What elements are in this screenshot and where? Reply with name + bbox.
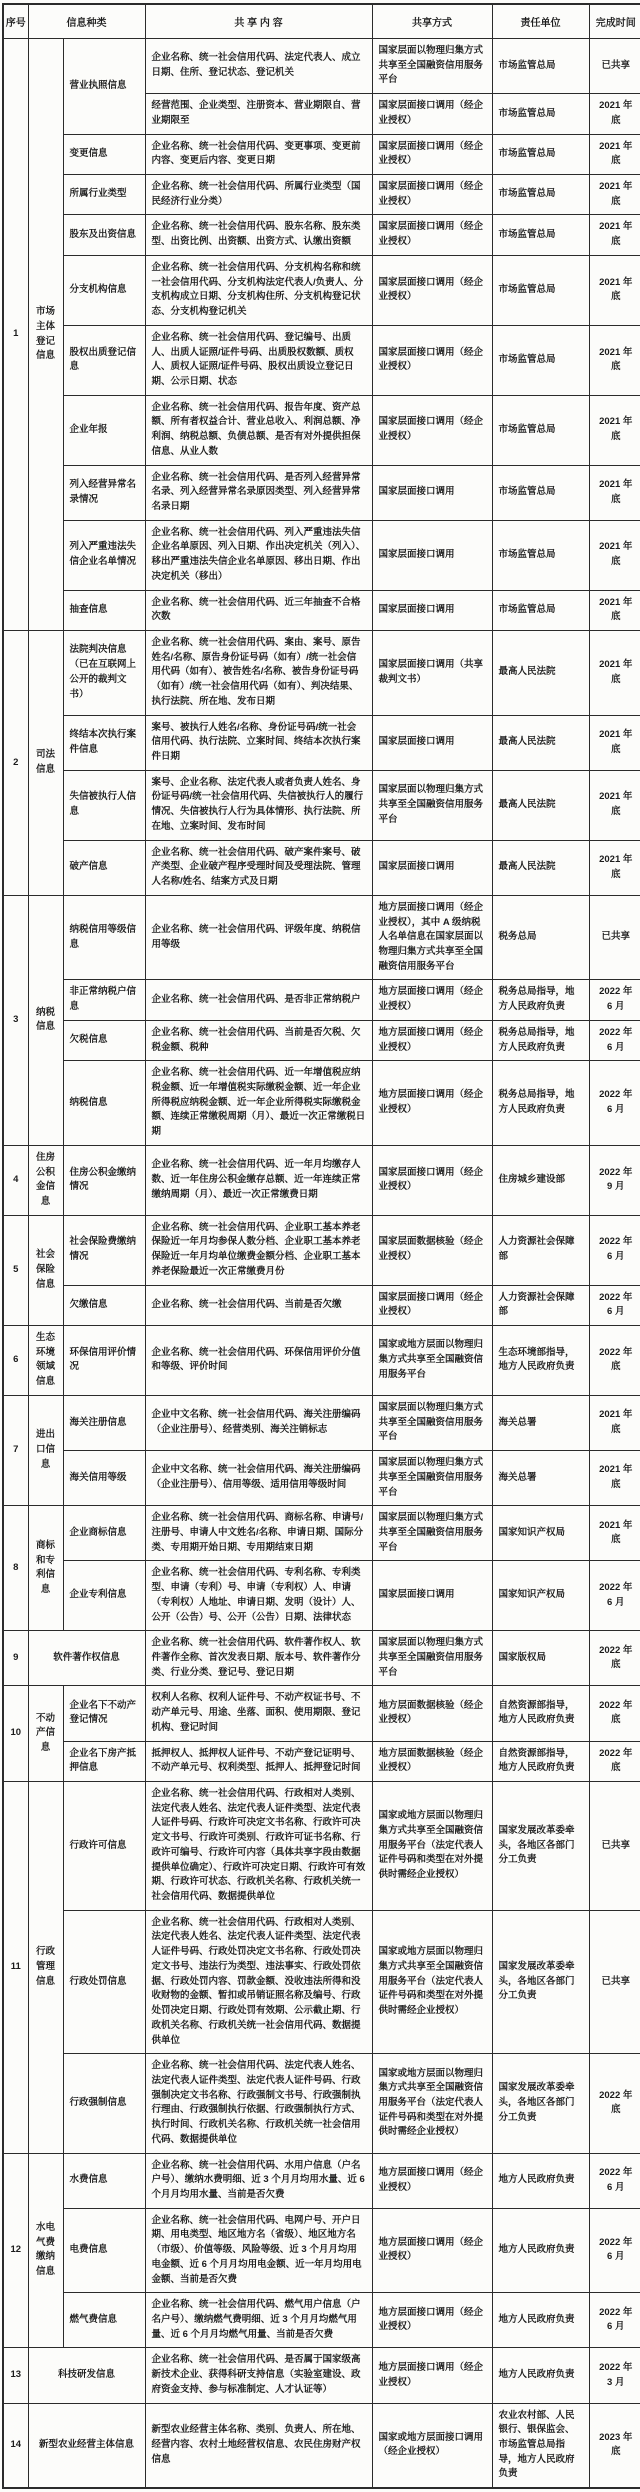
cell-shared-content: 企业名称、统一社会信用代码、法定代表人姓名、法定代表人证件类型、法定代表人证件号码、行政强制决定文书名称、行政强制文书号、行政强制执行理由、行政强制执行依据、行政强制执行方式、执行时间、行政机关名称、行政机关统一社会信用代码、数据提供单位 <box>145 2054 372 2153</box>
cell-responsible-unit: 市场监管总局 <box>492 134 589 174</box>
info-type: 水费信息 <box>63 2153 145 2208</box>
info-type: 纳税信用等级信息 <box>63 895 145 980</box>
info-type: 社会保险费缴纳情况 <box>63 1215 145 1285</box>
table-row <box>3 2153 640 2208</box>
cell-shared-content: 企业名称、统一社会信用代码、燃气用户信息（户名户号）、缴纳燃气费明细、近 3 个月月均燃气用量、近 6 个月月均燃气用量、当前是否欠费 <box>145 2293 372 2348</box>
header-row <box>3 4 640 39</box>
section-number: 12 <box>3 2153 28 2348</box>
cell-shared-content: 抵押权人、抵押权人证件号、不动产登记证明号、不动产单元号、权利类型、抵押人、抵押登记时间 <box>145 1741 372 1781</box>
cell-responsible-unit: 国家发展改革委牵头，各地区各部门分工负责 <box>492 1782 589 1911</box>
cell-share-method: 国家层面接口调用（经企业授权） <box>372 325 492 395</box>
cell-share-method: 国家层面接口调用（共享裁判文书） <box>372 631 492 716</box>
section-group-label: 科技研发信息 <box>28 2348 145 2403</box>
section-group-label: 行政管理信息 <box>28 1782 63 2154</box>
section-group-label: 不动产信息 <box>28 1686 63 1782</box>
cell-share-method: 国家层面以物理归集方式共享至全国融资信用服务平台 <box>372 1451 492 1506</box>
cell-shared-content: 企业名称、统一社会信用代码、近一年月均缴存人数、近一年住房公积金缴存总额、近一年连续正常缴纳周期（月）、最近一次正常缴费日期 <box>145 1145 372 1215</box>
cell-responsible-unit: 市场监管总局 <box>492 590 589 630</box>
cell-share-method: 国家或地方层面以物理归集方式共享至全国融资信用服务平台（法定代表人证件号码和类型在对外提供时需经企业授权） <box>372 1782 492 1911</box>
cell-completion-time: 2022 年 6 月 <box>589 1285 640 1325</box>
cell-completion-time: 已共享 <box>589 1782 640 1911</box>
info-type: 海关注册信息 <box>63 1395 145 1450</box>
cell-shared-content: 企业名称、统一社会信用代码、破产案件案号、破产类型、企业破产程序受理时间及受理法院、管理人名称/姓名、结案方式及日期 <box>145 840 372 895</box>
cell-responsible-unit: 人力资源社会保障部 <box>492 1215 589 1285</box>
table-row <box>3 1020 640 1060</box>
table-row <box>3 255 640 325</box>
section-number: 11 <box>3 1782 28 2154</box>
info-type: 分支机构信息 <box>63 255 145 325</box>
table-row <box>3 1145 640 1215</box>
section-number: 3 <box>3 895 28 1145</box>
cell-completion-time: 2022 年 6 月 <box>589 1215 640 1285</box>
column-header-content: 共 享 内 容 <box>145 4 372 39</box>
cell-share-method: 国家层面接口调用 <box>372 1561 492 1631</box>
cell-share-method: 国家层面接口调用（经企业授权） <box>372 94 492 134</box>
section-group-label: 生态环境领域信息 <box>28 1326 63 1396</box>
cell-responsible-unit: 农业农村部、人民银行、银保监会、市场监管总局指导，地方人民政府负责 <box>492 2403 589 2488</box>
section-number: 14 <box>3 2403 28 2488</box>
table-row <box>3 325 640 395</box>
section-group-label: 司法信息 <box>28 631 63 896</box>
table-row <box>3 631 640 716</box>
column-header-no: 序号 <box>3 4 28 39</box>
cell-responsible-unit: 人力资源社会保障部 <box>492 1285 589 1325</box>
cell-shared-content: 案号、被执行人姓名/名称、身份证号码/统一社会信用代码、执行法院、立案时间、终结本次执行案件日期 <box>145 715 372 770</box>
table-row <box>3 395 640 465</box>
table-row <box>3 1061 640 1146</box>
cell-completion-time: 2021 年底 <box>589 770 640 840</box>
cell-responsible-unit: 市场监管总局 <box>492 325 589 395</box>
cell-shared-content: 企业名称、统一社会信用代码、是否属于国家级高新技术企业、获得科研支持信息（实验室建设、政府资金支持、参与标准制定、人才认证等） <box>145 2348 372 2403</box>
section-number: 9 <box>3 1631 28 1686</box>
section-group-label: 水电气费缴纳信息 <box>28 2153 63 2348</box>
cell-share-method: 地方层面接口调用（经企业授权） <box>372 2348 492 2403</box>
cell-completion-time: 2022 年 6 月 <box>589 1561 640 1631</box>
table-row <box>3 2348 640 2403</box>
cell-shared-content: 企业名称、统一社会信用代码、分支机构名称和统一社会信用代码、分支机构法定代表人/负责人、分支机构成立日期、分支机构住所、分支机构登记状态、分支机构登记机关 <box>145 255 372 325</box>
info-type: 列入严重违法失信企业名单情况 <box>63 520 145 590</box>
cell-completion-time: 2021 年底 <box>589 1451 640 1506</box>
table-row <box>3 134 640 174</box>
info-type: 欠缴信息 <box>63 1285 145 1325</box>
table-row <box>3 465 640 520</box>
cell-completion-time: 2021 年底 <box>589 715 640 770</box>
cell-completion-time: 2022 年 9 月 <box>589 1145 640 1215</box>
cell-completion-time: 2021 年底 <box>589 255 640 325</box>
cell-shared-content: 企业名称、统一社会信用代码、当前是否欠缴 <box>145 1285 372 1325</box>
cell-shared-content: 企业名称、统一社会信用代码、行政相对人类别、法定代表人姓名、法定代表人证件类型、法定代表人证件号码、行政处罚决定文书名称、行政处罚决定文书号、违法行为类型、违法事实、行政处罚依据、行政处罚内容、罚款金额、没收违法所得和没收财物的金额、暂扣或吊销证照名称及编号、行政处罚决定日期、行政处罚有效期、公示截止期、行政机关名称、行政机关统一社会信用代码、数据提供单位 <box>145 1910 372 2053</box>
cell-responsible-unit: 自然资源部指导，地方人民政府负责 <box>492 1741 589 1781</box>
info-type: 环保信用评价情况 <box>63 1326 145 1396</box>
cell-shared-content: 企业名称、统一社会信用代码、软件著作权人、软件著作全称、首次发表日期、版本号、软件著作分类、行业分类、登记号、登记日期 <box>145 1631 372 1686</box>
cell-share-method: 国家层面接口调用（经企业授权） <box>372 1145 492 1215</box>
cell-share-method: 地方层面接口调用（经企业授权），其中 A 级纳税人名单信息在国家层面以物理归集方式共享至全国融资信用服务平台 <box>372 895 492 980</box>
cell-share-method: 国家层面接口调用 <box>372 520 492 590</box>
table-row <box>3 1561 640 1631</box>
table-row <box>3 1215 640 1285</box>
table-row <box>3 2403 640 2488</box>
info-type: 燃气费信息 <box>63 2293 145 2348</box>
cell-shared-content: 企业中文名称、统一社会信用代码、海关注册编码（企业注册号）、信用等级、适用信用等级时间 <box>145 1451 372 1506</box>
cell-shared-content: 企业名称、统一社会信用代码、近一年增值税应纳税金额、近一年增值税实际缴税金额、近一年企业所得税应纳税金额、近一年企业所得税实际缴税金额、连续正常缴税周期（月）、最近一次正常缴税日期 <box>145 1061 372 1146</box>
cell-shared-content: 企业名称、统一社会信用代码、当前是否欠税、欠税金额、税种 <box>145 1020 372 1060</box>
cell-completion-time: 2022 年 6 月 <box>589 2208 640 2293</box>
cell-shared-content: 企业名称、统一社会信用代码、报告年度、资产总额、所有者权益合计、营业总收入、利润总额、净利润、纳税总额、负债总额、是否有对外提供担保信息、从业人数 <box>145 395 372 465</box>
cell-share-method: 国家层面以物理归集方式共享至全国融资信用服务平台 <box>372 1631 492 1686</box>
cell-completion-time: 2022 年 6 月 <box>589 980 640 1020</box>
table-row <box>3 1451 640 1506</box>
info-sharing-table <box>2 3 640 2489</box>
cell-shared-content: 企业名称、统一社会信用代码、是否非正常纳税户 <box>145 980 372 1020</box>
cell-share-method: 地方层面数据核验（经企业授权） <box>372 1686 492 1741</box>
cell-responsible-unit: 生态环境部指导，地方人民政府负责 <box>492 1326 589 1396</box>
cell-shared-content: 权利人名称、权利人证件号、不动产权证书号、不动产单元号、用途、坐落、面积、使用期限、登记机构、登记时间 <box>145 1686 372 1741</box>
cell-completion-time: 2022 年 6 月 <box>589 1061 640 1146</box>
cell-shared-content: 企业名称、统一社会信用代码、是否列入经营异常名录、列入经营异常名录原因类型、列入经营异常名录日期 <box>145 465 372 520</box>
info-type: 破产信息 <box>63 840 145 895</box>
cell-responsible-unit: 海关总署 <box>492 1451 589 1506</box>
cell-responsible-unit: 国家知识产权局 <box>492 1506 589 1561</box>
cell-responsible-unit: 市场监管总局 <box>492 255 589 325</box>
cell-responsible-unit: 地方人民政府负责 <box>492 2348 589 2403</box>
cell-responsible-unit: 税务总局指导，地方人民政府负责 <box>492 1061 589 1146</box>
cell-completion-time: 2021 年底 <box>589 94 640 134</box>
cell-responsible-unit: 最高人民法院 <box>492 715 589 770</box>
cell-share-method: 国家层面接口调用（经企业授权） <box>372 1285 492 1325</box>
cell-responsible-unit: 地方人民政府负责 <box>492 2153 589 2208</box>
table-row <box>3 1910 640 2053</box>
cell-share-method: 国家或地方层面以物理归集方式共享至全国融资信用服务平台 <box>372 1326 492 1396</box>
info-type: 股东及出资信息 <box>63 215 145 255</box>
table-row <box>3 1782 640 1911</box>
cell-shared-content: 企业名称、统一社会信用代码、近三年抽查不合格次数 <box>145 590 372 630</box>
section-number: 7 <box>3 1395 28 1505</box>
column-header-time: 完成时间 <box>589 4 640 39</box>
cell-responsible-unit: 国家发展改革委牵头，各地区各部门分工负责 <box>492 1910 589 2053</box>
section-group-label: 纳税信息 <box>28 895 63 1145</box>
cell-shared-content: 企业名称、统一社会信用代码、行政相对人类别、法定代表人姓名、法定代表人证件类型、法定代表人证件号码、行政许可决定文书名称、行政许可决定文书号、行政许可类别、行政许可证书名称、行政许可编号、行政许可内容（具体共享字段由数据提供单位确定）、行政许可决定日期、行政许可有效期、行政许可状态、行政机关名称、行政机关统一社会信用代码、数据提供单位 <box>145 1782 372 1911</box>
info-type: 营业执照信息 <box>63 39 145 135</box>
cell-share-method: 国家层面接口调用 <box>372 465 492 520</box>
info-type: 电费信息 <box>63 2208 145 2293</box>
table-row <box>3 590 640 630</box>
column-header-method: 共享方式 <box>372 4 492 39</box>
info-type: 企业名下不动产登记情况 <box>63 1686 145 1741</box>
cell-completion-time: 2021 年底 <box>589 215 640 255</box>
cell-shared-content: 企业名称、统一社会信用代码、案由、案号、原告姓名/名称、原告身份证号码（如有）/统一社会信用代码（如有）、被告姓名/名称、被告身份证号码（如有）/统一社会信用代码（如有）、判决结果、执行法院、所在地、发布日期 <box>145 631 372 716</box>
table-row <box>3 840 640 895</box>
cell-shared-content: 企业名称、统一社会信用代码、企业职工基本养老保险近一年月均参保人数分档、企业职工基本养老保险近一年月均单位缴费金额分档、企业职工基本养老保险最近一次正常缴费月份 <box>145 1215 372 1285</box>
cell-share-method: 地方层面接口调用（经企业授权） <box>372 1061 492 1146</box>
cell-shared-content: 企业名称、统一社会信用代码、水用户信息（户名户号）、缴纳水费明细、近 3 个月月均用水量、近 6 个月月均用水量、当前是否欠费 <box>145 2153 372 2208</box>
section-group-label: 商标和专利信息 <box>28 1506 63 1631</box>
cell-completion-time: 2021 年底 <box>589 1506 640 1561</box>
cell-responsible-unit: 税务总局 <box>492 895 589 980</box>
info-type: 欠税信息 <box>63 1020 145 1060</box>
table-row <box>3 980 640 1020</box>
cell-completion-time: 2022 年底 <box>589 1686 640 1741</box>
cell-responsible-unit: 海关总署 <box>492 1395 589 1450</box>
cell-share-method: 国家层面接口调用（经企业授权） <box>372 215 492 255</box>
info-type: 行政许可信息 <box>63 1782 145 1911</box>
cell-share-method: 国家层面接口调用 <box>372 840 492 895</box>
cell-responsible-unit: 自然资源部指导，地方人民政府负责 <box>492 1686 589 1741</box>
cell-share-method: 国家层面接口调用（经企业授权） <box>372 175 492 215</box>
table-body <box>3 39 640 2489</box>
cell-share-method: 国家层面接口调用（经企业授权） <box>372 134 492 174</box>
cell-responsible-unit: 市场监管总局 <box>492 39 589 94</box>
cell-responsible-unit: 税务总局指导，地方人民政府负责 <box>492 980 589 1020</box>
cell-responsible-unit: 市场监管总局 <box>492 465 589 520</box>
table-row <box>3 1326 640 1396</box>
cell-shared-content: 企业名称、统一社会信用代码、商标名称、申请号/注册号、申请人中文姓名/名称、申请日期、国际分类、专用期开始日期、专用期结束日期 <box>145 1506 372 1561</box>
cell-share-method: 地方层面接口调用（经企业授权） <box>372 2153 492 2208</box>
info-type: 企业年报 <box>63 395 145 465</box>
table-row <box>3 1395 640 1450</box>
table-row <box>3 1741 640 1781</box>
cell-share-method: 国家层面数据核验（经企业授权） <box>372 1215 492 1285</box>
cell-shared-content: 企业名称、统一社会信用代码、电网户号、开户日期、用电类型、地区地方名（省级）、地区地方名（市级）、价值等级、风险等级、近 3 个月月均用电金额、近 6 个月月均用电金额、近一年月均用电金额、当前是否欠费 <box>145 2208 372 2293</box>
cell-shared-content: 企业中文名称、统一社会信用代码、海关注册编码（企业注册号）、经营类别、海关注销标志 <box>145 1395 372 1450</box>
table-row <box>3 175 640 215</box>
cell-completion-time: 已共享 <box>589 1910 640 2053</box>
cell-completion-time: 2023 年底 <box>589 2403 640 2488</box>
table-row <box>3 1285 640 1325</box>
cell-share-method: 国家层面接口调用 <box>372 590 492 630</box>
cell-responsible-unit: 国家发展改革委牵头，各地区各部门分工负责 <box>492 2054 589 2153</box>
cell-responsible-unit: 地方人民政府负责 <box>492 2293 589 2348</box>
cell-responsible-unit: 市场监管总局 <box>492 94 589 134</box>
column-header-category: 信息种类 <box>28 4 145 39</box>
info-type: 企业名下房产抵押信息 <box>63 1741 145 1781</box>
cell-completion-time: 2022 年 6 月 <box>589 1020 640 1060</box>
cell-completion-time: 2021 年底 <box>589 395 640 465</box>
cell-share-method: 国家层面以物理归集方式共享至全国融资信用服务平台 <box>372 770 492 840</box>
info-type: 失信被执行人信息 <box>63 770 145 840</box>
cell-responsible-unit: 市场监管总局 <box>492 520 589 590</box>
table-row <box>3 1506 640 1561</box>
cell-shared-content: 企业名称、统一社会信用代码、变更事项、变更前内容、变更后内容、变更日期 <box>145 134 372 174</box>
cell-responsible-unit: 市场监管总局 <box>492 215 589 255</box>
section-group-label: 社会保险信息 <box>28 1215 63 1325</box>
cell-responsible-unit: 市场监管总局 <box>492 175 589 215</box>
table-row <box>3 770 640 840</box>
cell-completion-time: 2021 年底 <box>589 1395 640 1450</box>
cell-completion-time: 已共享 <box>589 39 640 94</box>
cell-completion-time: 2022 年底 <box>589 2054 640 2153</box>
cell-completion-time: 2021 年底 <box>589 520 640 590</box>
section-number: 10 <box>3 1686 28 1782</box>
cell-completion-time: 2021 年底 <box>589 840 640 895</box>
cell-shared-content: 企业名称、统一社会信用代码、列入严重违法失信企业名单原因、列入日期、作出决定机关（列入）、移出严重违法失信企业名单原因、移出日期、作出决定机关（移出） <box>145 520 372 590</box>
cell-share-method: 地方层面接口调用（经企业授权） <box>372 2208 492 2293</box>
cell-share-method: 国家层面接口调用 <box>372 715 492 770</box>
info-type: 住房公积金缴纳情况 <box>63 1145 145 1215</box>
cell-completion-time: 已共享 <box>589 895 640 980</box>
cell-share-method: 地方层面接口调用（经企业授权） <box>372 1020 492 1060</box>
cell-share-method: 地方层面数据核验（经企业授权） <box>372 1741 492 1781</box>
cell-responsible-unit: 住房城乡建设部 <box>492 1145 589 1215</box>
info-type: 列入经营异常名录情况 <box>63 465 145 520</box>
info-type: 行政处罚信息 <box>63 1910 145 2053</box>
cell-completion-time: 2022 年 3 月 <box>589 2348 640 2403</box>
cell-share-method: 国家或地方层面以物理归集方式共享至全国融资信用服务平台（法定代表人证件号码和类型在对外提供时需经企业授权） <box>372 2054 492 2153</box>
info-type: 法院判决信息（已在互联网上公开的裁判文书） <box>63 631 145 716</box>
table-row <box>3 1631 640 1686</box>
section-group-label: 市场主体登记信息 <box>28 39 63 631</box>
cell-completion-time: 2022 年 6 月 <box>589 2153 640 2208</box>
info-type: 企业商标信息 <box>63 1506 145 1561</box>
cell-share-method: 国家或地方层面接口调用（经企业授权） <box>372 2403 492 2488</box>
info-type: 行政强制信息 <box>63 2054 145 2153</box>
info-type: 抽查信息 <box>63 590 145 630</box>
table-row <box>3 715 640 770</box>
table-row <box>3 895 640 980</box>
cell-completion-time: 2021 年底 <box>589 134 640 174</box>
cell-shared-content: 企业名称、统一社会信用代码、所属行业类型（国民经济行业分类） <box>145 175 372 215</box>
info-type: 企业专利信息 <box>63 1561 145 1631</box>
info-type: 海关信用等级 <box>63 1451 145 1506</box>
cell-completion-time: 2022 年 6 月 <box>589 2293 640 2348</box>
section-number: 2 <box>3 631 28 896</box>
info-type: 变更信息 <box>63 134 145 174</box>
table-row <box>3 39 640 94</box>
section-number: 13 <box>3 2348 28 2403</box>
info-type: 非正常纳税户信息 <box>63 980 145 1020</box>
table-row <box>3 2208 640 2293</box>
cell-shared-content: 经营范围、企业类型、注册资本、营业期限自、营业期限至 <box>145 94 372 134</box>
table-row <box>3 520 640 590</box>
table-row <box>3 2054 640 2153</box>
cell-completion-time: 2021 年底 <box>589 325 640 395</box>
section-number: 6 <box>3 1326 28 1396</box>
cell-completion-time: 2022 年底 <box>589 1741 640 1781</box>
cell-completion-time: 2022 年底 <box>589 1631 640 1686</box>
info-type: 股权出质登记信息 <box>63 325 145 395</box>
section-number: 5 <box>3 1215 28 1325</box>
cell-shared-content: 案号、企业名称、法定代表人或者负责人姓名、身份证号码/统一社会信用代码、失信被执行人的履行情况、失信被执行人行为具体情形、执行法院、所在地、立案时间、发布时间 <box>145 770 372 840</box>
cell-responsible-unit: 最高人民法院 <box>492 840 589 895</box>
cell-share-method: 地方层面接口调用（经企业授权） <box>372 980 492 1020</box>
cell-responsible-unit: 最高人民法院 <box>492 631 589 716</box>
table-row <box>3 2293 640 2348</box>
section-group-label: 软件著作权信息 <box>28 1631 145 1686</box>
cell-shared-content: 企业名称、统一社会信用代码、评级年度、纳税信用等级 <box>145 895 372 980</box>
section-group-label: 住房公积金信息 <box>28 1145 63 1215</box>
section-group-label: 新型农业经营主体信息 <box>28 2403 145 2488</box>
cell-shared-content: 企业名称、统一社会信用代码、登记编号、出质人、出质人证照/证件号码、出质股权数额、质权人、质权人证照/证件号码、股权出质设立登记日期、公示日期、状态 <box>145 325 372 395</box>
info-type: 终结本次执行案件信息 <box>63 715 145 770</box>
cell-share-method: 地方层面接口调用（经企业授权） <box>372 2293 492 2348</box>
cell-responsible-unit: 市场监管总局 <box>492 395 589 465</box>
cell-responsible-unit: 税务总局指导，地方人民政府负责 <box>492 1020 589 1060</box>
column-header-unit: 责任单位 <box>492 4 589 39</box>
cell-share-method: 国家层面接口调用（经企业授权） <box>372 395 492 465</box>
section-group-label: 进出口信息 <box>28 1395 63 1505</box>
info-type: 所属行业类型 <box>63 175 145 215</box>
cell-shared-content: 新型农业经营主体名称、类别、负责人、所在地、经营内容、农村土地经营权信息、农民住房财产权信息 <box>145 2403 372 2488</box>
cell-share-method: 国家层面接口调用（经企业授权） <box>372 255 492 325</box>
cell-completion-time: 2021 年底 <box>589 175 640 215</box>
cell-responsible-unit: 地方人民政府负责 <box>492 2208 589 2293</box>
section-number: 4 <box>3 1145 28 1215</box>
cell-shared-content: 企业名称、统一社会信用代码、环保信用评价分值和等级、评价时间 <box>145 1326 372 1396</box>
section-number: 8 <box>3 1506 28 1631</box>
cell-completion-time: 2021 年底 <box>589 631 640 716</box>
cell-shared-content: 企业名称、统一社会信用代码、专利名称、专利类型、申请（专利）号、申请（专利权）人、申请（专利权）人地址、申请日期、发明（设计）人、公开（公告）号、公开（公告）日期、法律状态 <box>145 1561 372 1631</box>
cell-completion-time: 2021 年底 <box>589 590 640 630</box>
cell-shared-content: 企业名称、统一社会信用代码、法定代表人、成立日期、住所、登记状态、登记机关 <box>145 39 372 94</box>
cell-completion-time: 2022 年底 <box>589 1326 640 1396</box>
cell-share-method: 国家层面以物理归集方式共享至全国融资信用服务平台 <box>372 1506 492 1561</box>
table-row <box>3 215 640 255</box>
cell-shared-content: 企业名称、统一社会信用代码、股东名称、股东类型、出资比例、出资额、出资方式、认缴出资额 <box>145 215 372 255</box>
cell-responsible-unit: 国家版权局 <box>492 1631 589 1686</box>
cell-share-method: 国家层面以物理归集方式共享至全国融资信用服务平台 <box>372 39 492 94</box>
info-type: 纳税信息 <box>63 1061 145 1146</box>
cell-share-method: 国家层面以物理归集方式共享至全国融资信用服务平台 <box>372 1395 492 1450</box>
cell-completion-time: 2021 年底 <box>589 465 640 520</box>
table-row <box>3 1686 640 1741</box>
cell-share-method: 国家或地方层面以物理归集方式共享至全国融资信用服务平台（法定代表人证件号码和类型在对外提供时需经企业授权） <box>372 1910 492 2053</box>
cell-responsible-unit: 最高人民法院 <box>492 770 589 840</box>
cell-responsible-unit: 国家知识产权局 <box>492 1561 589 1631</box>
section-number: 1 <box>3 39 28 631</box>
